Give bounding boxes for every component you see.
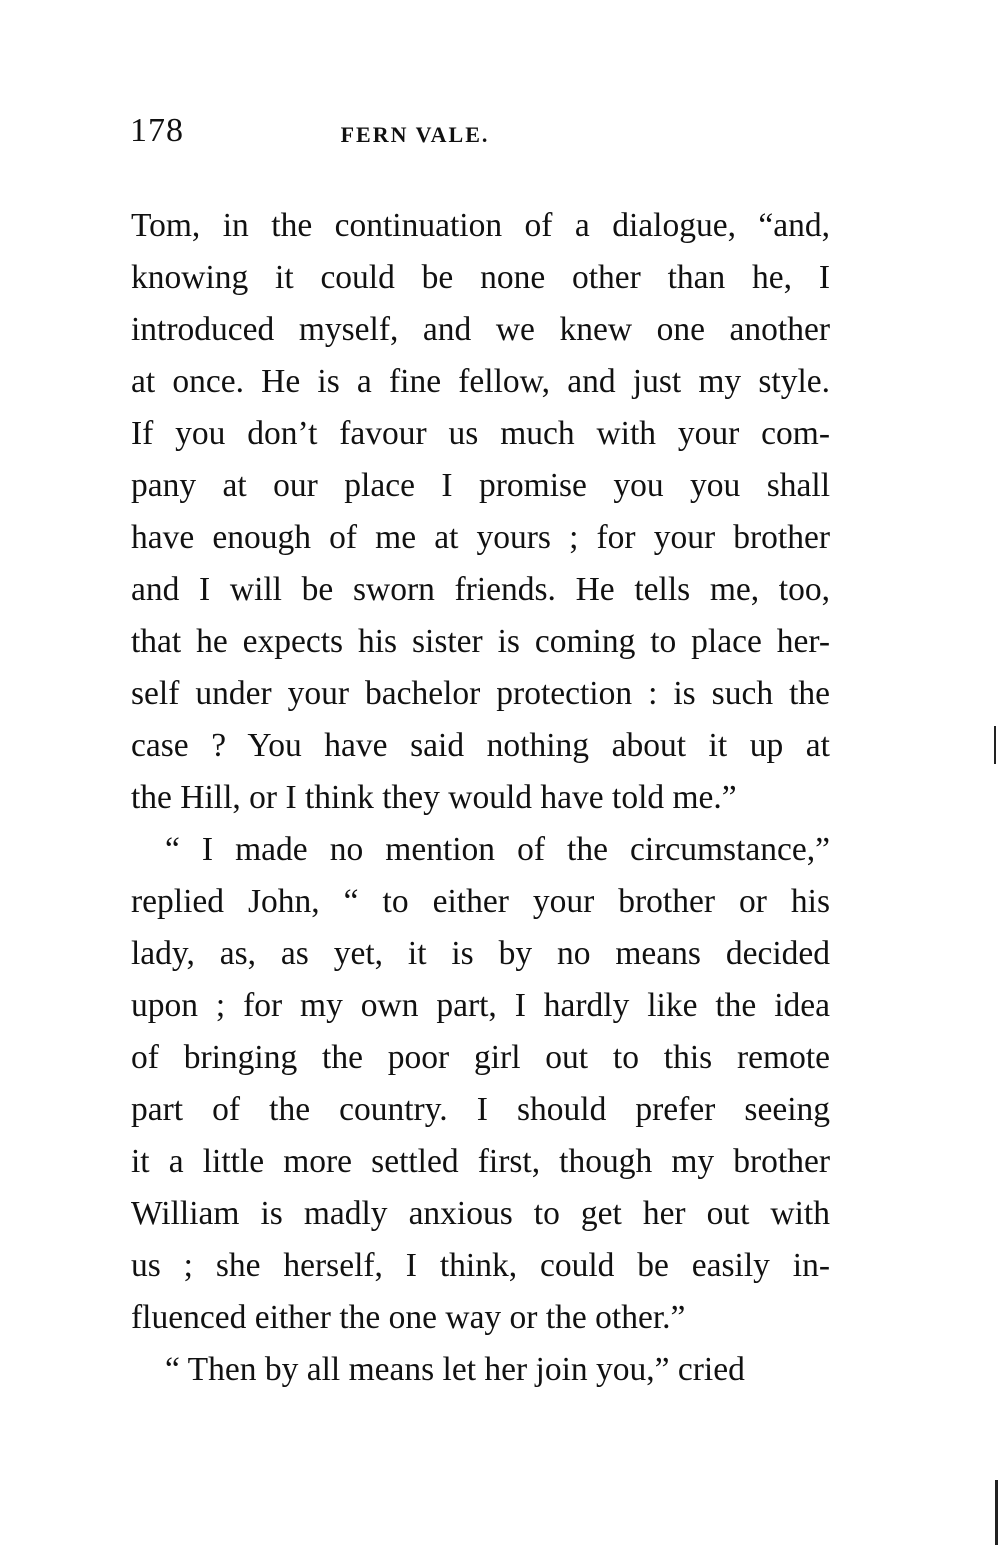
text-line: us ; she herself, I think, could be easily in- [131,1247,830,1284]
body-text [131,200,830,1396]
text-line: “ I made no mention of the circumstance,” [165,831,830,868]
text-line: case ? You have said nothing about it up at [131,727,830,764]
text-line: have enough of me at yours ; for your brother [131,519,830,556]
running-title: FERN VALE. [340,122,490,147]
text-line: self under your bachelor protection : is such the [131,675,830,712]
text-line: Tom, in the continuation of a dialogue, “and, [131,207,830,244]
text-line: knowing it could be none other than he, I [131,259,830,296]
text-line: replied John, “ to either your brother or his [131,883,830,920]
text-line: pany at our place I promise you you shall [131,467,830,504]
text-line: that he expects his sister is coming to place her- [131,623,830,660]
scan-edge-mark [994,726,996,764]
text-line: fluenced either the one way or the other.” [131,1299,686,1336]
scan-edge-mark [995,1480,998,1545]
text-line: lady, as, as yet, it is by no means decided [131,935,830,972]
text-line: the Hill, or I think they would have told me.” [131,779,737,816]
text-line: of bringing the poor girl out to this remote [131,1039,830,1076]
text-line: and I will be sworn friends. He tells me, too, [131,571,830,608]
text-line: introduced myself, and we knew one another [131,311,830,348]
text-line: it a little more settled first, though my brother [131,1143,830,1180]
text-line: “ Then by all means let her join you,” cried [165,1351,745,1388]
text-line: upon ; for my own part, I hardly like the idea [131,987,830,1024]
page-header [130,112,830,162]
text-line: William is madly anxious to get her out with [131,1195,830,1232]
text-line: If you don’t favour us much with your com- [131,415,830,452]
page-number: 178 [130,112,184,149]
text-line: at once. He is a fine fellow, and just my style. [131,363,830,400]
text-line: part of the country. I should prefer seeing [131,1091,830,1128]
